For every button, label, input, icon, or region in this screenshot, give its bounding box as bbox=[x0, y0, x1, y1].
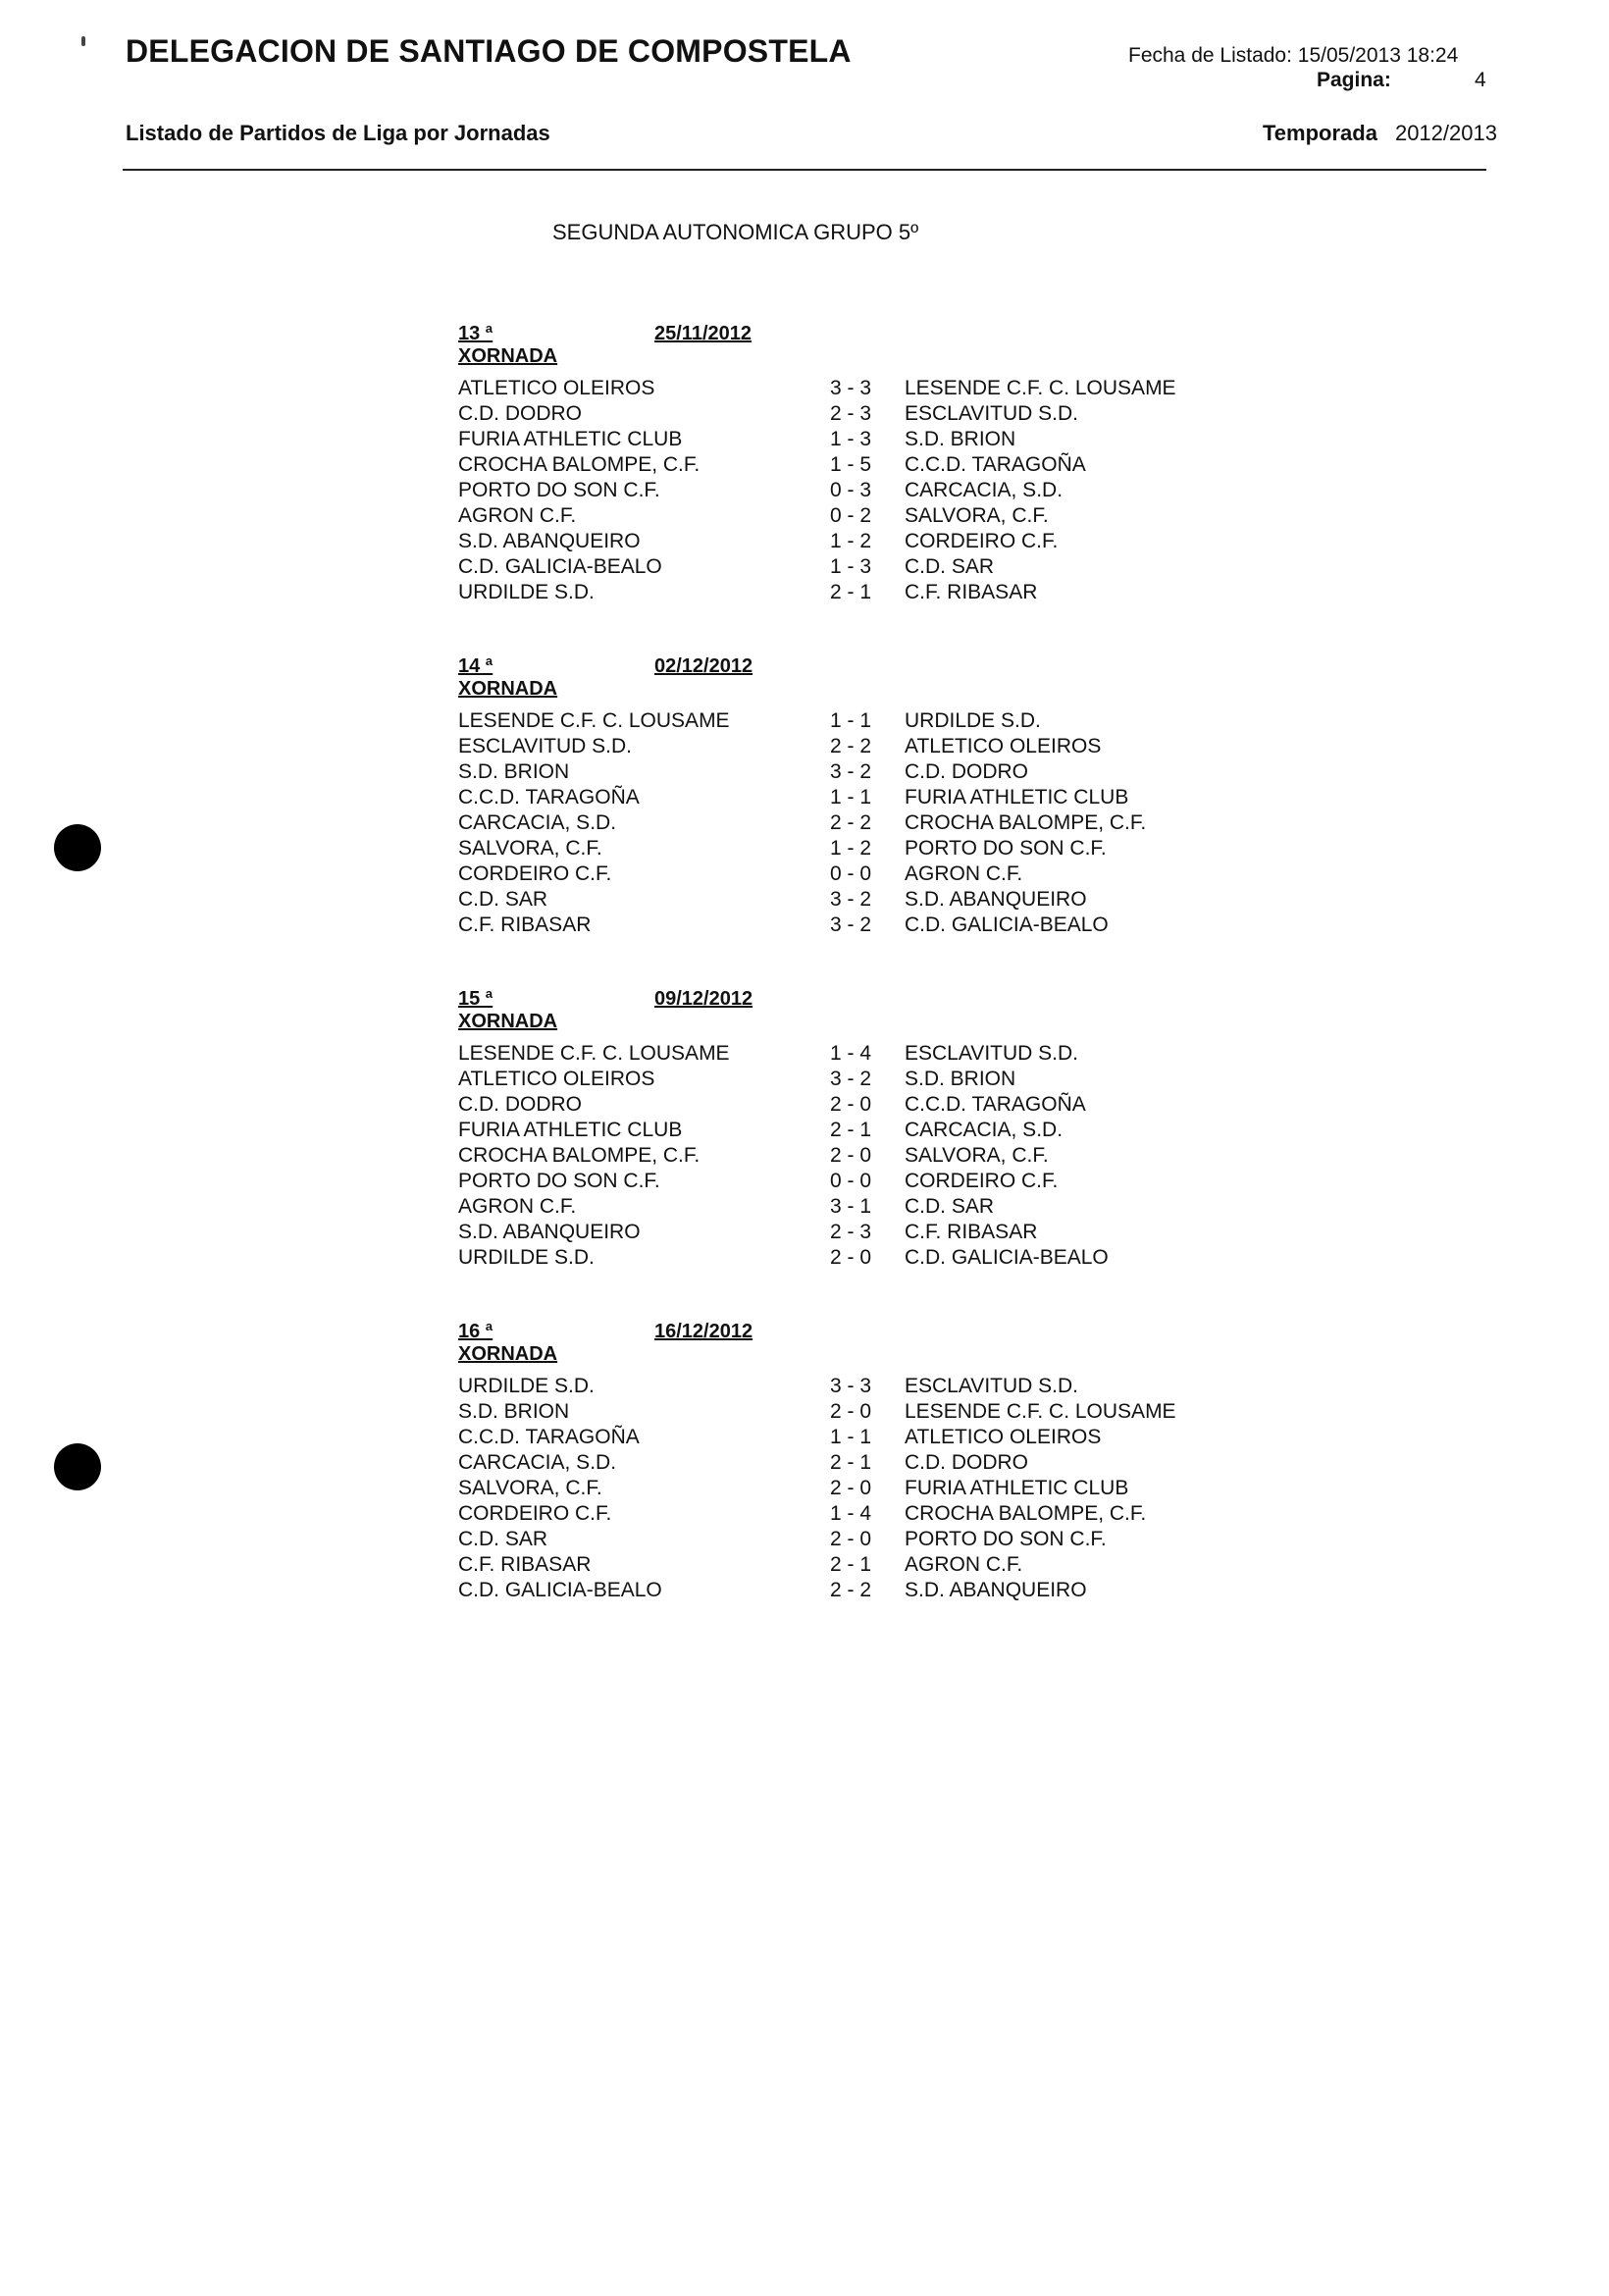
round-date: 09/12/2012 bbox=[654, 988, 753, 1010]
home-team: FURIA ATHLETIC CLUB bbox=[458, 428, 683, 450]
round-name: 16 ª XORNADA bbox=[458, 1321, 558, 1365]
match-score: 1 - 2 bbox=[830, 837, 872, 860]
match-score: 1 - 3 bbox=[830, 428, 872, 450]
match-score: 2 - 3 bbox=[830, 1221, 872, 1243]
home-team: C.D. DODRO bbox=[458, 1093, 582, 1116]
away-team: C.D. GALICIA-BEALO bbox=[905, 1246, 1109, 1269]
home-team: LESENDE C.F. C. LOUSAME bbox=[458, 709, 730, 732]
match-score: 2 - 2 bbox=[830, 1579, 872, 1601]
away-team: ESCLAVITUD S.D. bbox=[905, 1042, 1078, 1065]
match-score: 3 - 1 bbox=[830, 1195, 872, 1218]
home-team: PORTO DO SON C.F. bbox=[458, 479, 660, 501]
home-team: FURIA ATHLETIC CLUB bbox=[458, 1119, 683, 1141]
match-score: 2 - 1 bbox=[830, 1119, 872, 1141]
round-name: 14 ª XORNADA bbox=[458, 655, 558, 700]
match-score: 1 - 1 bbox=[830, 1426, 872, 1448]
match-score: 0 - 2 bbox=[830, 504, 872, 527]
home-team: C.C.D. TARAGOÑA bbox=[458, 1426, 640, 1448]
away-team: SALVORA, C.F. bbox=[905, 1144, 1049, 1167]
home-team: C.C.D. TARAGOÑA bbox=[458, 786, 640, 809]
away-team: C.D. GALICIA-BEALO bbox=[905, 913, 1109, 936]
away-team: S.D. ABANQUEIRO bbox=[905, 1579, 1087, 1601]
match-score: 0 - 3 bbox=[830, 479, 872, 501]
match-score: 2 - 0 bbox=[830, 1093, 872, 1116]
organization-title: DELEGACION DE SANTIAGO DE COMPOSTELA bbox=[126, 33, 852, 69]
listing-title: Listado de Partidos de Liga por Jornadas bbox=[126, 121, 550, 145]
season-label: Temporada bbox=[1263, 121, 1377, 145]
away-team: LESENDE C.F. C. LOUSAME bbox=[905, 377, 1176, 399]
away-team: C.D. SAR bbox=[905, 555, 995, 578]
header-divider bbox=[123, 169, 1486, 171]
match-score: 2 - 0 bbox=[830, 1400, 872, 1423]
away-team: LESENDE C.F. C. LOUSAME bbox=[905, 1400, 1176, 1423]
home-team: CORDEIRO C.F. bbox=[458, 862, 612, 885]
round-name: 15 ª XORNADA bbox=[458, 988, 558, 1032]
match-score: 2 - 2 bbox=[830, 735, 872, 757]
away-team: CARCACIA, S.D. bbox=[905, 479, 1064, 501]
home-team: C.F. RIBASAR bbox=[458, 1553, 592, 1576]
away-team: CROCHA BALOMPE, C.F. bbox=[905, 811, 1147, 834]
match-score: 1 - 1 bbox=[830, 786, 872, 809]
match-score: 2 - 0 bbox=[830, 1528, 872, 1550]
match-score: 1 - 1 bbox=[830, 709, 872, 732]
match-score: 1 - 2 bbox=[830, 530, 872, 552]
match-score: 2 - 0 bbox=[830, 1144, 872, 1167]
match-score: 2 - 0 bbox=[830, 1477, 872, 1499]
home-team: S.D. ABANQUEIRO bbox=[458, 1221, 641, 1243]
competition-title: SEGUNDA AUTONOMICA GRUPO 5º bbox=[552, 220, 919, 244]
round-name: 13 ª XORNADA bbox=[458, 323, 558, 367]
match-score: 2 - 1 bbox=[830, 581, 872, 603]
home-team: URDILDE S.D. bbox=[458, 1375, 595, 1397]
away-team: AGRON C.F. bbox=[905, 1553, 1023, 1576]
away-team: C.F. RIBASAR bbox=[905, 581, 1038, 603]
home-team: C.F. RIBASAR bbox=[458, 913, 592, 936]
home-team: LESENDE C.F. C. LOUSAME bbox=[458, 1042, 730, 1065]
home-team: CARCACIA, S.D. bbox=[458, 1451, 617, 1474]
match-score: 2 - 2 bbox=[830, 811, 872, 834]
home-team: C.D. SAR bbox=[458, 888, 548, 911]
season-value: 2012/2013 bbox=[1394, 121, 1497, 145]
match-score: 3 - 2 bbox=[830, 1068, 872, 1090]
page-label: Pagina: bbox=[1317, 69, 1391, 91]
away-team: CARCACIA, S.D. bbox=[905, 1119, 1064, 1141]
home-team: C.D. DODRO bbox=[458, 402, 582, 425]
away-team: URDILDE S.D. bbox=[905, 709, 1041, 732]
home-team: URDILDE S.D. bbox=[458, 1246, 595, 1269]
away-team: S.D. ABANQUEIRO bbox=[905, 888, 1087, 911]
home-team: CROCHA BALOMPE, C.F. bbox=[458, 453, 701, 476]
home-team: SALVORA, C.F. bbox=[458, 837, 602, 860]
away-team: ESCLAVITUD S.D. bbox=[905, 402, 1078, 425]
away-team: S.D. BRION bbox=[905, 428, 1016, 450]
round-date: 02/12/2012 bbox=[654, 655, 753, 677]
away-team: C.D. DODRO bbox=[905, 760, 1028, 783]
away-team: C.D. DODRO bbox=[905, 1451, 1028, 1474]
away-team: C.F. RIBASAR bbox=[905, 1221, 1038, 1243]
away-team: S.D. BRION bbox=[905, 1068, 1016, 1090]
match-score: 0 - 0 bbox=[830, 1170, 872, 1192]
home-team: AGRON C.F. bbox=[458, 1195, 577, 1218]
away-team: SALVORA, C.F. bbox=[905, 504, 1049, 527]
page-number: 4 bbox=[1475, 69, 1486, 91]
match-score: 2 - 1 bbox=[830, 1553, 872, 1576]
home-team: SALVORA, C.F. bbox=[458, 1477, 602, 1499]
home-team: C.D. GALICIA-BEALO bbox=[458, 555, 662, 578]
match-score: 3 - 2 bbox=[830, 888, 872, 911]
home-team: ESCLAVITUD S.D. bbox=[458, 735, 632, 757]
punch-hole bbox=[54, 1443, 101, 1490]
season bbox=[1263, 121, 1497, 146]
home-team: CORDEIRO C.F. bbox=[458, 1502, 612, 1525]
match-score: 2 - 0 bbox=[830, 1246, 872, 1269]
match-score: 0 - 0 bbox=[830, 862, 872, 885]
home-team: CARCACIA, S.D. bbox=[458, 811, 617, 834]
home-team: AGRON C.F. bbox=[458, 504, 577, 527]
home-team: S.D. BRION bbox=[458, 760, 570, 783]
listing-date: Fecha de Listado: 15/05/2013 18:24 bbox=[1128, 44, 1459, 67]
away-team: C.D. SAR bbox=[905, 1195, 995, 1218]
scan-mark bbox=[81, 36, 85, 46]
match-score: 3 - 2 bbox=[830, 760, 872, 783]
away-team: C.C.D. TARAGOÑA bbox=[905, 1093, 1086, 1116]
home-team: CROCHA BALOMPE, C.F. bbox=[458, 1144, 701, 1167]
home-team: ATLETICO OLEIROS bbox=[458, 1068, 655, 1090]
match-score: 3 - 3 bbox=[830, 377, 872, 399]
home-team: C.D. GALICIA-BEALO bbox=[458, 1579, 662, 1601]
away-team: FURIA ATHLETIC CLUB bbox=[905, 1477, 1129, 1499]
match-score: 1 - 4 bbox=[830, 1502, 872, 1525]
home-team: S.D. BRION bbox=[458, 1400, 570, 1423]
home-team: S.D. ABANQUEIRO bbox=[458, 530, 641, 552]
away-team: PORTO DO SON C.F. bbox=[905, 837, 1107, 860]
round-date: 25/11/2012 bbox=[654, 323, 752, 344]
match-score: 3 - 3 bbox=[830, 1375, 872, 1397]
away-team: ATLETICO OLEIROS bbox=[905, 1426, 1102, 1448]
punch-hole bbox=[54, 824, 101, 871]
away-team: CORDEIRO C.F. bbox=[905, 1170, 1059, 1192]
home-team: URDILDE S.D. bbox=[458, 581, 595, 603]
round-date: 16/12/2012 bbox=[654, 1321, 753, 1342]
home-team: PORTO DO SON C.F. bbox=[458, 1170, 660, 1192]
match-score: 3 - 2 bbox=[830, 913, 872, 936]
away-team: ATLETICO OLEIROS bbox=[905, 735, 1102, 757]
home-team: ATLETICO OLEIROS bbox=[458, 377, 655, 399]
away-team: CORDEIRO C.F. bbox=[905, 530, 1059, 552]
away-team: AGRON C.F. bbox=[905, 862, 1023, 885]
away-team: ESCLAVITUD S.D. bbox=[905, 1375, 1078, 1397]
match-score: 2 - 3 bbox=[830, 402, 872, 425]
match-score: 1 - 3 bbox=[830, 555, 872, 578]
away-team: FURIA ATHLETIC CLUB bbox=[905, 786, 1129, 809]
away-team: C.C.D. TARAGOÑA bbox=[905, 453, 1086, 476]
away-team: CROCHA BALOMPE, C.F. bbox=[905, 1502, 1147, 1525]
match-score: 2 - 1 bbox=[830, 1451, 872, 1474]
match-score: 1 - 4 bbox=[830, 1042, 872, 1065]
match-score: 1 - 5 bbox=[830, 453, 872, 476]
home-team: C.D. SAR bbox=[458, 1528, 548, 1550]
away-team: PORTO DO SON C.F. bbox=[905, 1528, 1107, 1550]
